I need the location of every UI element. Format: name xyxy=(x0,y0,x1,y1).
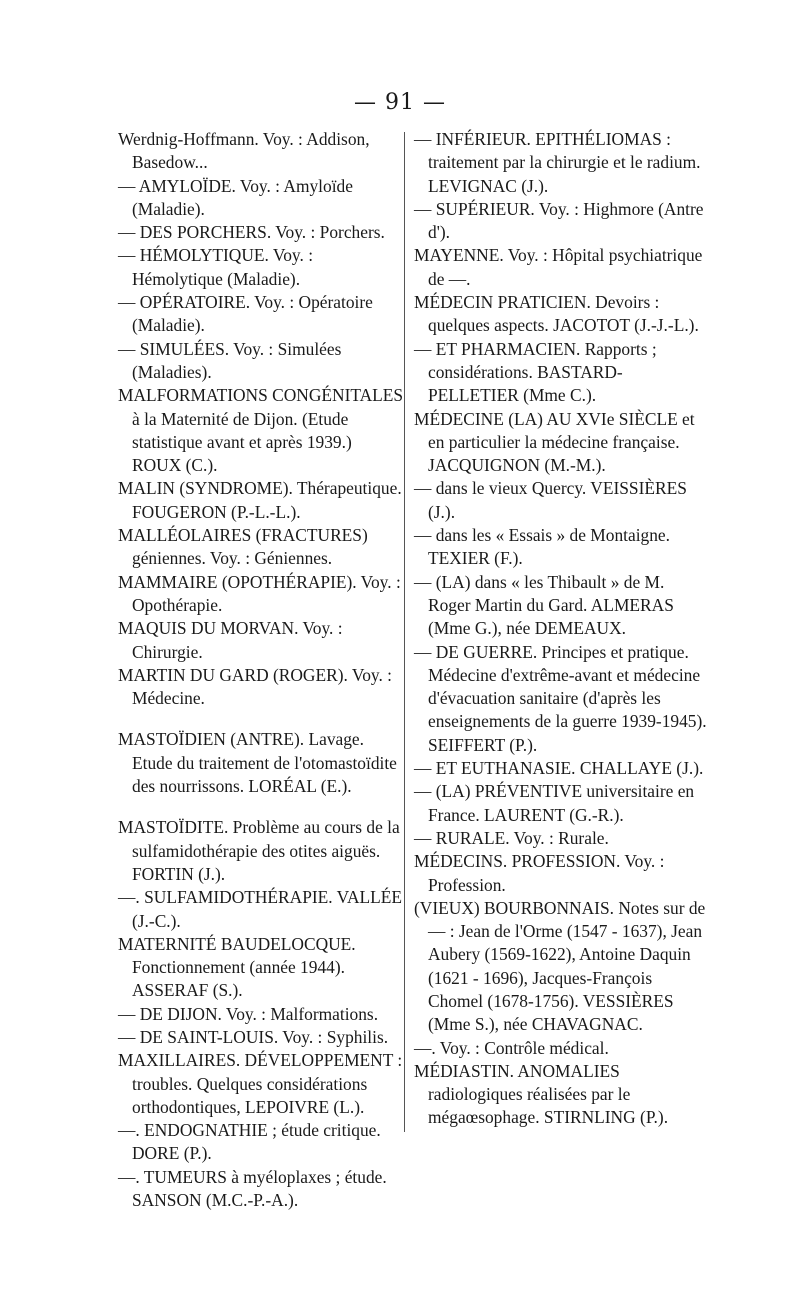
index-entry: MALIN (SYNDROME). Thérapeutique. FOUGERON (P.-L.-L.). xyxy=(118,478,402,522)
index-entry: MAXILLAIRES. DÉVELOPPEMENT : troubles. Quelques considérations orthodontiques, LEPOIVRE (L.). xyxy=(118,1050,403,1117)
index-entry: — dans les « Essais » de Montaigne. TEXIER (F.). xyxy=(414,525,670,569)
index-entry: — INFÉRIEUR. EPITHÉLIOMAS : traitement par la chirurgie et le radium. LEVIGNAC (J.). xyxy=(414,129,701,196)
index-entry: MASTOÏDIEN (ANTRE). Lavage. Etude du traitement de l'otomastoïdite des nourrissons. LORÉAL (E.). xyxy=(118,729,397,797)
index-entry: —. TUMEURS à myéloplaxes ; étude. SANSON (M.C.-P.-A.). xyxy=(118,1166,387,1211)
index-entry: — OPÉRATOIRE. Voy. : Opératoire (Maladie). xyxy=(118,292,373,336)
left-column xyxy=(118,128,404,1212)
index-entry: MÉDECINS. PROFESSION. Voy. : Profession. xyxy=(414,851,665,895)
index-entry: — DE SAINT-LOUIS. Voy. : Syphilis. xyxy=(118,1026,389,1047)
index-entry: —. ENDOGNATHIE ; étude critique. DORE (P.). xyxy=(118,1120,381,1164)
index-entry: MÉDECINE (LA) AU XVIe SIÈCLE et en particulier la médecine française. JACQUIGNON (M.-M.). xyxy=(414,408,695,476)
index-entry: (VIEUX) BOURBONNAIS. Notes sur de — : Jean de l'Orme (1547 - 1637), Jean Aubery (1569-1622), Antoine Daquin (1621 - 1696), Jacques-François Chomel (1678-1756). VESSIÈRES (Mme S.), née CHAVAGNAC. xyxy=(414,897,706,1035)
right-column xyxy=(414,128,710,1130)
index-entry: MATERNITÉ BAUDELOCQUE. Fonctionnement (année 1944). ASSERAF (S.). xyxy=(118,933,356,1001)
index-entry: MAYENNE. Voy. : Hôpital psychiatrique de —. xyxy=(414,245,703,289)
index-entry: — DE GUERRE. Principes et pratique. Médecine d'extrême-avant et médecine d'évacuation sanitaire (d'après les enseignements de la guerre 1939-1945). SEIFFERT (P.). xyxy=(414,641,707,755)
column-divider xyxy=(404,132,405,1132)
index-entry: — HÉMOLYTIQUE. Voy. : Hémolytique (Maladie). xyxy=(118,245,314,289)
index-entry: MÉDECIN PRATICIEN. Devoirs : quelques aspects. JACOTOT (J.-J.-L.). xyxy=(414,292,699,336)
index-entry: MAMMAIRE (OPOTHÉRAPIE). Voy. : Opothérapie. xyxy=(118,571,401,615)
index-entry: — ET PHARMACIEN. Rapports ; considérations. BASTARD-PELLETIER (Mme C.). xyxy=(414,338,657,406)
index-entry: — (LA) PRÉVENTIVE universitaire en France. LAURENT (G.-R.). xyxy=(414,781,695,825)
index-entry: MALLÉOLAIRES (FRACTURES) géniennes. Voy. : Géniennes. xyxy=(118,525,368,569)
index-entry: — AMYLOÏDE. Voy. : Amyloïde (Maladie). xyxy=(118,175,353,219)
page-number: — 91 — xyxy=(354,90,446,115)
index-entry: — DES PORCHERS. Voy. : Porchers. xyxy=(118,222,385,243)
index-entry: — (LA) dans « les Thibault » de M. Roger Martin du Gard. ALMERAS (Mme G.), née DEMEAUX. xyxy=(414,571,674,639)
index-entry: —. SULFAMIDOTHÉRAPIE. VALLÉE (J.-C.). xyxy=(118,887,403,931)
index-entry: — DE DIJON. Voy. : Malformations. xyxy=(118,1003,379,1024)
index-entry: MALFORMATIONS CONGÉNITALES à la Maternité de Dijon. (Etude statistique avant et après 1939.) ROUX (C.). xyxy=(118,385,404,476)
index-entry: —. Voy. : Contrôle médical. xyxy=(414,1037,609,1058)
index-entry: Werdnig-Hoffmann. Voy. : Addison, Basedow... xyxy=(118,129,370,173)
index-entry: — RURALE. Voy. : Rurale. xyxy=(414,827,609,848)
index-entry: — dans le vieux Quercy. VEISSIÈRES (J.). xyxy=(414,478,687,522)
index-entry: — ET EUTHANASIE. CHALLAYE (J.). xyxy=(414,758,704,779)
index-entry: — SIMULÉES. Voy. : Simulées (Maladies). xyxy=(118,338,342,382)
index-entry: MÉDIASTIN. ANOMALIES radiologiques réalisées par le mégaœsophage. STIRNLING (P.). xyxy=(414,1060,669,1128)
index-entry: MASTOÏDITE. Problème au cours de la sulfamidothérapie des otites aiguës. FORTIN (J.). xyxy=(118,817,400,884)
index-entry: MAQUIS DU MORVAN. Voy. : Chirurgie. xyxy=(118,618,343,662)
index-entry: — SUPÉRIEUR. Voy. : Highmore (Antre d'). xyxy=(414,198,704,243)
index-entry: MARTIN DU GARD (ROGER). Voy. : Médecine. xyxy=(118,664,392,709)
